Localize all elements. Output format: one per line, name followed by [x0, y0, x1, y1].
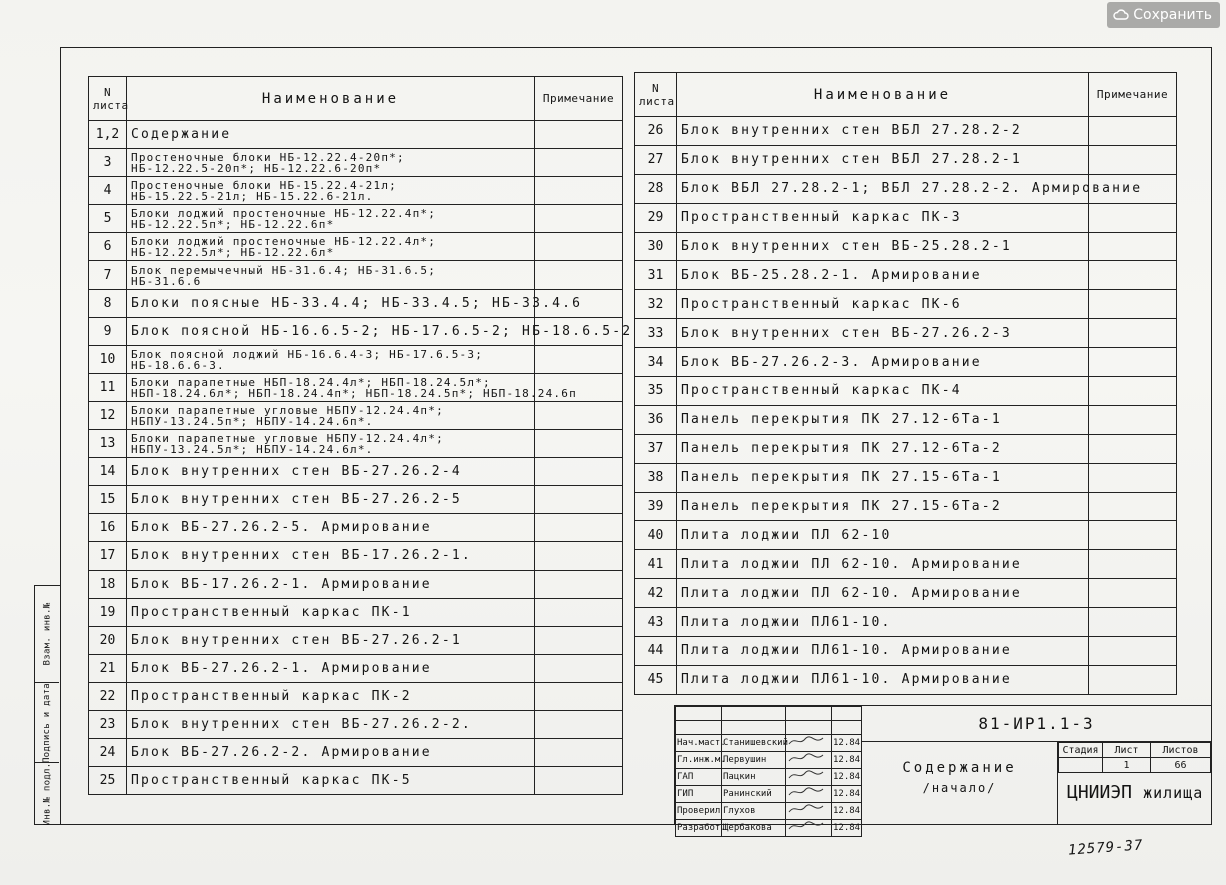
table-row — [89, 430, 623, 458]
sheet-name — [127, 121, 535, 149]
table-row — [89, 458, 623, 486]
table-row — [89, 345, 623, 373]
sheet-number: 40 — [635, 521, 677, 550]
signer-row — [676, 803, 862, 820]
sheet-note — [535, 430, 623, 458]
sheet-number: 33 — [635, 319, 677, 348]
signer-row — [676, 769, 862, 786]
table-row — [89, 373, 623, 401]
sheet-number: 9 — [89, 317, 127, 345]
sheet-note — [535, 233, 623, 261]
signer-signature — [786, 786, 832, 803]
header-num-line1: N — [103, 85, 112, 99]
sheet-number: 13 — [89, 430, 127, 458]
sheet-note — [535, 486, 623, 514]
sheet-name — [127, 261, 535, 289]
sheet-name-line: Блок ВБ-25.28.2-1. Армирование — [681, 267, 982, 283]
sheet-note — [535, 654, 623, 682]
sheet-name-line: Блок ВБ-27.26.2-2. Армирование — [131, 745, 432, 761]
table-row — [635, 117, 1177, 146]
sheet-name-line: Блок внутренних стен ВБ-27.26.2-1 — [131, 632, 462, 648]
sheet-name — [127, 401, 535, 429]
table-row — [89, 598, 623, 626]
sheet-note — [1089, 377, 1177, 406]
sheet-name — [127, 767, 535, 795]
sheet-name — [677, 232, 1089, 261]
table-row — [635, 405, 1177, 434]
sheet-number: 39 — [635, 492, 677, 521]
sheet-name — [127, 598, 535, 626]
sheet-name — [127, 373, 577, 401]
header-sheet-number — [89, 77, 127, 121]
signer-name: Станишевский — [722, 735, 786, 752]
sheet-name — [677, 117, 1089, 146]
side-stamp-cell — [35, 682, 59, 763]
sheet-name-line: Блок внутренних стен ВБЛ 27.28.2-1 — [681, 152, 1022, 168]
sheet-name-line: Блок ВБ-27.26.2-3. Армирование — [681, 354, 982, 370]
sheet-note — [535, 401, 623, 429]
table-row — [89, 121, 623, 149]
sheet-number: 41 — [635, 550, 677, 579]
table-row — [635, 521, 1177, 550]
sheet-number: 23 — [89, 710, 127, 738]
sheet-note — [535, 570, 623, 598]
sheet-name — [127, 317, 633, 345]
sheet-name — [677, 434, 1089, 463]
table-row — [89, 289, 623, 317]
table-row — [635, 377, 1177, 406]
sheet-name — [677, 377, 1089, 406]
sheet-number: 11 — [89, 373, 127, 401]
table-row — [635, 434, 1177, 463]
signer-role: Разработ. — [676, 820, 722, 837]
table-row — [89, 149, 623, 177]
sheet-name-line: Пространственный каркас ПК-6 — [681, 296, 962, 312]
sheet-note — [535, 710, 623, 738]
sheet-note — [535, 458, 623, 486]
sheet-name — [677, 319, 1089, 348]
sheet-name-line: НБП-18.24.6л*; НБП-18.24.4п*; НБП-18.24.5п*; НБП-18.24.6п — [131, 386, 577, 400]
sheet-note — [535, 261, 623, 289]
sheet-name-line: НБПУ-13.24.5п*; НБПУ-14.24.6п*. — [131, 414, 374, 428]
sheet-number: 3 — [89, 149, 127, 177]
signer-date: 12.84 — [832, 786, 862, 803]
signer-name: Пацкин — [722, 769, 786, 786]
sheet-name — [677, 463, 1089, 492]
sheet-name-line: Плита лоджии ПЛ61-10. Армирование — [681, 643, 1012, 659]
sheet-note — [535, 739, 623, 767]
signer-role: Проверил — [676, 803, 722, 820]
sheet-number: 42 — [635, 579, 677, 608]
table-row — [635, 463, 1177, 492]
sheet-name-line: Блок внутренних стен ВБ-27.26.2-3 — [681, 325, 1012, 341]
header-sheet-number — [635, 73, 677, 117]
sheet-name-line: Пространственный каркас ПК-3 — [681, 210, 962, 226]
side-stamp-cell — [35, 762, 59, 825]
save-button-label: Сохранить — [1133, 7, 1212, 23]
sheet-number: 29 — [635, 203, 677, 232]
sheet-number: 20 — [89, 626, 127, 654]
sheet-number: 14 — [89, 458, 127, 486]
table-row — [89, 570, 623, 598]
sheet-name — [127, 177, 535, 205]
stage-label: Стадия — [1059, 743, 1103, 758]
table-row — [89, 401, 623, 429]
signer-date: 12.84 — [832, 769, 862, 786]
organization — [1066, 782, 1203, 803]
sheets-label: Листов — [1151, 743, 1211, 758]
title-block — [674, 705, 1212, 833]
sheet-name — [677, 608, 1089, 637]
signer-date: 12.84 — [832, 735, 862, 752]
sheet-name — [127, 542, 535, 570]
signer-date: 12.84 — [832, 752, 862, 769]
table-row — [89, 682, 623, 710]
sheet-name-line: Пространственный каркас ПК-5 — [131, 773, 412, 789]
table-row — [89, 767, 623, 795]
sheet-name — [127, 233, 535, 261]
sheet-note — [535, 542, 623, 570]
signer-row — [676, 752, 862, 769]
signer-row — [676, 820, 862, 837]
signer-role: Гл.инж.м. — [676, 752, 722, 769]
sheet-note — [1089, 348, 1177, 377]
table-row — [89, 177, 623, 205]
sheet-number: 8 — [89, 289, 127, 317]
signer-date: 12.84 — [832, 820, 862, 837]
sheet-name — [677, 203, 1089, 232]
signer-row — [676, 735, 862, 752]
document-code: 81-ИР1.1-3 — [861, 706, 1211, 742]
sheet-note — [1089, 261, 1177, 290]
header-num-line2: листа — [93, 98, 129, 112]
table-row — [89, 626, 623, 654]
sheet-name-line: Блок поясной НБ-16.6.5-2; НБ-17.6.5-2; НБ-18.6.5-2 — [131, 323, 633, 339]
sheet-name-line: Содержание — [131, 127, 232, 143]
side-stamp-label: Инв.№ подл. — [42, 762, 52, 826]
table-row — [635, 203, 1177, 232]
sheet-name — [127, 654, 535, 682]
sheet-number: 21 — [89, 654, 127, 682]
sheet-number: 18 — [89, 570, 127, 598]
sheet-note — [1089, 405, 1177, 434]
organization-abbr: ЦНИИЭП — [1067, 782, 1133, 803]
sheet-name-line: Блок ВБ-27.26.2-5. Армирование — [131, 520, 432, 536]
sheet-name — [677, 261, 1089, 290]
sheet-number: 28 — [635, 174, 677, 203]
sheet-name — [127, 570, 535, 598]
sheet-note — [535, 626, 623, 654]
sheet-note — [1089, 579, 1177, 608]
table-row — [635, 319, 1177, 348]
table-row — [89, 317, 623, 345]
sheet-name-line: НБ-31.6.6 — [131, 274, 202, 288]
signer-row — [676, 786, 862, 803]
sheet-name — [127, 710, 535, 738]
signer-signature — [786, 769, 832, 786]
sheet-name — [127, 682, 535, 710]
signer-date: 12.84 — [832, 803, 862, 820]
sheet-label: Лист — [1103, 743, 1151, 758]
sheet-number: 45 — [635, 665, 677, 694]
sheet-note — [535, 598, 623, 626]
sheet-number: 24 — [89, 739, 127, 767]
save-button[interactable] — [1107, 2, 1220, 28]
sheet-note — [1089, 463, 1177, 492]
table-row — [89, 261, 623, 289]
sheet-number: 7 — [89, 261, 127, 289]
signer-name: Первушин — [722, 752, 786, 769]
sheet-number: 4 — [89, 177, 127, 205]
table-row — [635, 261, 1177, 290]
sheet-name-line: Блоки лоджий простеночные НБ-12.22.4л*; — [131, 235, 437, 249]
sheet-number: 30 — [635, 232, 677, 261]
sheet-note — [1089, 117, 1177, 146]
sheet-name-line: Плита лоджии ПЛ 62-10. Армирование — [681, 585, 1022, 601]
table-row — [635, 174, 1177, 203]
sheet-name-line: Блок ВБ-27.26.2-1. Армирование — [131, 660, 432, 676]
sheet-number: 27 — [635, 145, 677, 174]
sheet-name — [127, 430, 535, 458]
sheet-note — [535, 149, 623, 177]
signer-signature — [786, 820, 832, 837]
table-row — [89, 486, 623, 514]
sheet-name — [127, 205, 535, 233]
sheet-name-line: НБ-15.22.5-21л; НБ-15.22.6-21л. — [131, 190, 374, 204]
sheet-name-line: НБ-18.6.6-3. — [131, 358, 225, 372]
sheet-note — [1089, 665, 1177, 694]
table-row — [635, 145, 1177, 174]
sheet-name — [677, 550, 1089, 579]
sheet-name-line: НБ-12.22.5-20п*; НБ-12.22.6-20п* — [131, 162, 382, 176]
table-row — [89, 233, 623, 261]
table-row — [89, 514, 623, 542]
sheet-name — [677, 637, 1089, 666]
sheet-name-line: Пространственный каркас ПК-2 — [131, 688, 412, 704]
signer-role: Нач.маст. — [676, 735, 722, 752]
sheet-name-line: Панель перекрытия ПК 27.12-6Та-1 — [681, 412, 1002, 428]
sheet-note — [535, 345, 623, 373]
sheet-name-line: Панель перекрытия ПК 27.15-6Та-1 — [681, 470, 1002, 486]
sheet-name-line: Плита лоджии ПЛ61-10. Армирование — [681, 672, 1012, 688]
sheet-name — [677, 145, 1089, 174]
side-stamp — [34, 585, 60, 825]
sheet-number: 38 — [635, 463, 677, 492]
signer-signature — [786, 803, 832, 820]
sheet-number: 25 — [89, 767, 127, 795]
header-num-line2: листа — [639, 94, 675, 108]
sheet-number: 43 — [635, 608, 677, 637]
sheet-note — [535, 514, 623, 542]
sheet-number: 17 — [89, 542, 127, 570]
sheet-name — [677, 492, 1089, 521]
sheet-name — [677, 579, 1089, 608]
sheet-note — [535, 767, 623, 795]
sheet-name-line: НБ-12.22.5л*; НБ-12.22.6л* — [131, 246, 335, 260]
sheet-name-line: Блок перемычечный НБ-31.6.4; НБ-31.6.5; — [131, 263, 437, 277]
sheet-name-line: Блоки парапетные угловые НБПУ-12.24.4п*; — [131, 403, 444, 417]
sheet-name-line: Блок внутренних стен ВБ-17.26.2-1. — [131, 548, 472, 564]
sheet-note — [1089, 521, 1177, 550]
sheet-number: 34 — [635, 348, 677, 377]
sheet-name-line: Простеночные блоки НБ-15.22.4-21л; — [131, 179, 397, 193]
sheet-name-line: НБПУ-13.24.5л*; НБПУ-14.24.6л*. — [131, 443, 374, 457]
sheet-name — [677, 290, 1089, 319]
sheet-subtitle: /начало/ — [922, 781, 997, 795]
sheet-number: 19 — [89, 598, 127, 626]
table-row — [635, 637, 1177, 666]
table-row — [635, 608, 1177, 637]
sheet-name-line: Блоки парапетные угловые НБПУ-12.24.4л*; — [131, 432, 444, 446]
sheet-number: 1,2 — [89, 121, 127, 149]
signer-name: Щербакова — [722, 820, 786, 837]
side-stamp-cell — [35, 586, 59, 682]
sheet-name-line: Простеночные блоки НБ-12.22.4-20п*; — [131, 151, 405, 165]
sheet-name-line: НБ-12.22.5п*; НБ-12.22.6п* — [131, 218, 335, 232]
sheet-number: 35 — [635, 377, 677, 406]
sheet-note — [1089, 492, 1177, 521]
sheet-note — [1089, 145, 1177, 174]
signer-role: ГАП — [676, 769, 722, 786]
table-row — [89, 710, 623, 738]
organization-name: жилища — [1143, 784, 1204, 802]
sheet-name-line: Блок внутренних стен ВБ-27.26.2-4 — [131, 464, 462, 480]
side-stamp-label: Подпись и дата — [42, 682, 52, 764]
header-num-line1: N — [651, 81, 660, 95]
sheet-note — [535, 177, 623, 205]
table-row — [635, 579, 1177, 608]
sheet-name-line: Плита лоджии ПЛ 62-10. Армирование — [681, 556, 1022, 572]
contents-table-left — [88, 76, 633, 795]
table-row — [635, 232, 1177, 261]
sheet-note — [1089, 203, 1177, 232]
sheet-name — [127, 626, 535, 654]
sheet-name-line: Панель перекрытия ПК 27.12-6Та-2 — [681, 441, 1002, 457]
sheet-note — [1089, 232, 1177, 261]
side-stamp-label: Взам. инв.№ — [42, 602, 52, 666]
sheet-number: 12 — [89, 401, 127, 429]
sheets-value: 66 — [1151, 758, 1211, 773]
sheet-name — [677, 521, 1089, 550]
sheet-value: 1 — [1103, 758, 1151, 773]
table-row — [635, 290, 1177, 319]
signer-name: Ранинский — [722, 786, 786, 803]
header-name: Наименование — [127, 77, 535, 121]
sheet-name — [127, 514, 535, 542]
signer-role: ГИП — [676, 786, 722, 803]
sheet-name — [677, 405, 1089, 434]
contents-table-right — [634, 72, 1177, 695]
header-note: Примечание — [535, 77, 623, 121]
signatures-table — [675, 706, 861, 833]
sheet-number: 22 — [89, 682, 127, 710]
cloud-save-icon — [1113, 7, 1129, 23]
sheet-number: 37 — [635, 434, 677, 463]
sheet-note — [535, 682, 623, 710]
sheet-name-line: Блоки лоджий простеночные НБ-12.22.4п*; — [131, 207, 437, 221]
sheet-note — [1089, 550, 1177, 579]
sheet-name-line: Блок внутренних стен ВБЛ 27.28.2-2 — [681, 123, 1022, 139]
table-row — [89, 205, 623, 233]
sheet-name-line: Блок ВБЛ 27.28.2-1; ВБЛ 27.28.2-2. Армирование — [681, 181, 1143, 197]
sheet-name-line: Блоки поясные НБ-33.4.4; НБ-33.4.5; НБ-33.4.6 — [131, 295, 583, 311]
sheet-number: 44 — [635, 637, 677, 666]
table-row — [635, 665, 1177, 694]
sheet-name-line: Блок ВБ-17.26.2-1. Армирование — [131, 576, 432, 592]
sheet-number: 32 — [635, 290, 677, 319]
sheet-number: 15 — [89, 486, 127, 514]
sheet-title: Содержание — [902, 760, 1017, 776]
sheet-name — [677, 174, 1143, 203]
table-row — [89, 654, 623, 682]
stage-value — [1059, 758, 1103, 773]
sheet-name — [127, 458, 535, 486]
sheet-name-line: Блок внутренних стен ВБ-27.26.2-5 — [131, 492, 462, 508]
table-row — [89, 739, 623, 767]
sheet-number: 36 — [635, 405, 677, 434]
sheet-title-cell — [861, 742, 1057, 824]
signer-signature — [786, 752, 832, 769]
sheet-number: 26 — [635, 117, 677, 146]
header-name: Наименование — [677, 73, 1089, 117]
sheet-number: 10 — [89, 345, 127, 373]
sheet-number: 31 — [635, 261, 677, 290]
sheet-name-line: Блок внутренних стен ВБ-27.26.2-2. — [131, 717, 472, 733]
sheet-name-line: Плита лоджии ПЛ61-10. — [681, 614, 892, 630]
sheet-name-line: Пространственный каркас ПК-4 — [681, 383, 962, 399]
sheet-note — [1089, 319, 1177, 348]
sheet-number: 6 — [89, 233, 127, 261]
table-row — [635, 550, 1177, 579]
sheet-name-line: Блок внутренних стен ВБ-25.28.2-1 — [681, 239, 1012, 254]
table-row — [635, 492, 1177, 521]
sheet-note — [1089, 290, 1177, 319]
table-row — [635, 348, 1177, 377]
signer-signature — [786, 735, 832, 752]
sheet-name — [127, 345, 535, 373]
sheet-name-line: Пространственный каркас ПК-1 — [131, 604, 412, 620]
sheet-number: 5 — [89, 205, 127, 233]
sheet-note — [1089, 637, 1177, 666]
sheet-name-line: Блок поясной лоджий НБ-16.6.4-3; НБ-17.6.5-3; — [131, 347, 484, 361]
sheet-note — [1089, 434, 1177, 463]
archive-number: 12579-37 — [1067, 837, 1144, 859]
sheet-name — [127, 149, 535, 177]
sheet-name — [127, 486, 535, 514]
sheet-name — [677, 665, 1089, 694]
sheet-name — [677, 348, 1089, 377]
signer-name: Глухов — [722, 803, 786, 820]
sheet-name-line: Плита лоджии ПЛ 62-10 — [681, 527, 892, 543]
sheet-number: 16 — [89, 514, 127, 542]
sheet-name — [127, 739, 535, 767]
sheet-name — [127, 289, 583, 317]
header-note: Примечание — [1089, 73, 1177, 117]
table-row — [89, 542, 623, 570]
stage-cell — [1057, 742, 1211, 824]
sheet-note — [535, 205, 623, 233]
sheet-name-line: Панель перекрытия ПК 27.15-6Та-2 — [681, 499, 1002, 515]
sheet-note — [1089, 608, 1177, 637]
sheet-name-line: Блоки парапетные НБП-18.24.4л*; НБП-18.24.5л*; — [131, 375, 491, 389]
sheet-note — [535, 121, 623, 149]
